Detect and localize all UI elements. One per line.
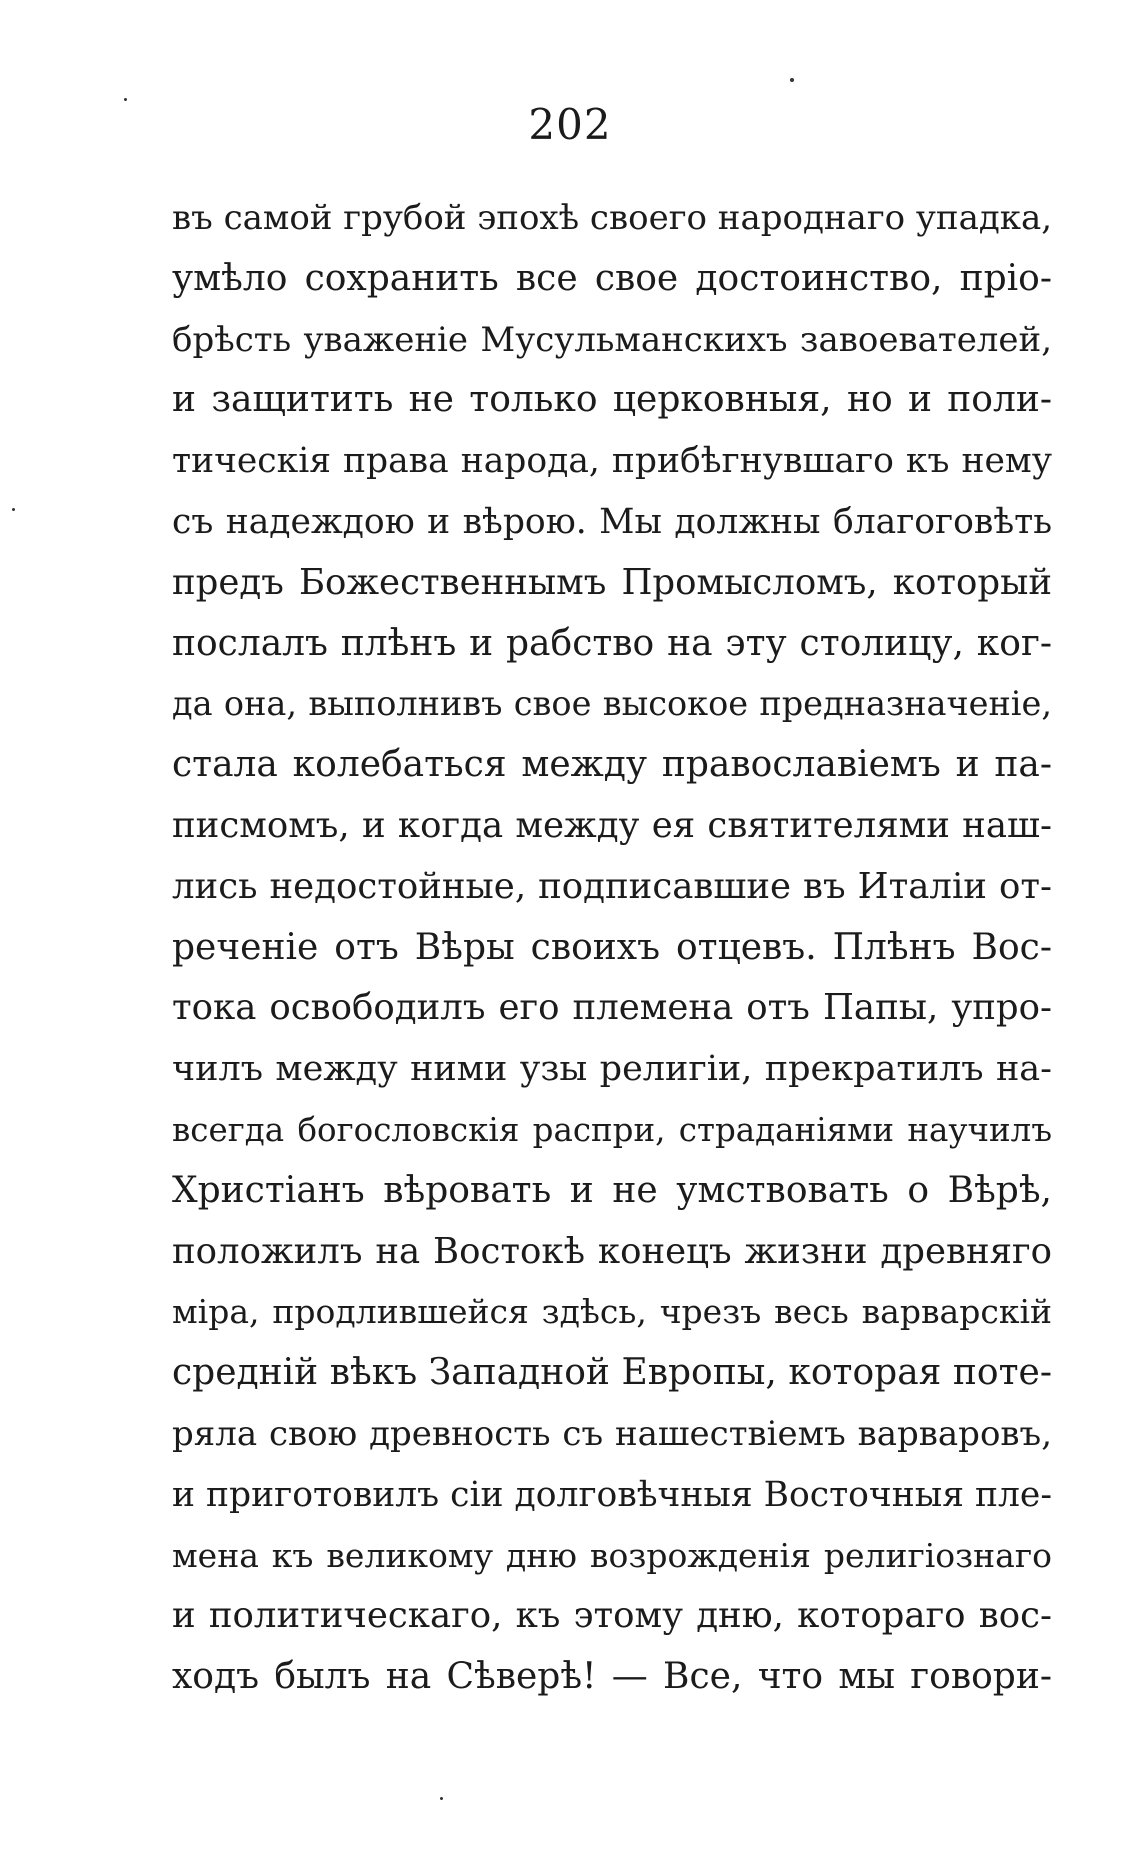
text-line: реченiе отъ Вѣры своихъ отцевъ. Плѣнъ Вос- [172, 926, 1052, 968]
text-line: умѣло сохранить все свое достоинство, прiо- [172, 257, 1052, 299]
text-line: съ надеждою и вѣрою. Мы должны благоговѣть [172, 501, 1052, 542]
text-line: тическiя права народа, прибѣгнувшаго къ нему [172, 441, 1052, 482]
text-line: мена къ великому дню возрожденiя религiознаго [172, 1535, 1052, 1575]
text-line: среднiй вѣкъ Западной Европы, которая поте- [172, 1352, 1052, 1394]
text-line: и политическаго, къ этому дню, котораго вос- [172, 1595, 1052, 1637]
text-line: тока освободилъ его племена отъ Папы, упро- [172, 987, 1052, 1029]
text-line: Христiанъ вѣровать и не умствовать о Вѣрѣ, [172, 1169, 1052, 1211]
text-line: писмомъ, и когда между ея святителями наш- [172, 804, 1052, 846]
text-line: стала колебаться между православiемъ и па- [172, 744, 1052, 786]
text-line: ряла свою древность съ нашествiемъ варваровъ, [172, 1413, 1052, 1454]
text-line: чилъ между ними узы религiи, прекратилъ на- [172, 1049, 1052, 1090]
print-speck [440, 1797, 443, 1800]
text-line: брѣсть уваженiе Мусульманскихъ завоевателей, [172, 319, 1052, 360]
text-line: да она, выполнивъ свое высокое предназначенiе, [172, 684, 1052, 724]
text-line: въ самой грубой эпохѣ своего народнаго упадка, [172, 198, 1053, 238]
text-line: предъ Божественнымъ Промысломъ, который [172, 561, 1052, 603]
text-line: лись недостойные, подписавшие въ Италiи от- [172, 865, 1052, 907]
print-speck [124, 98, 127, 101]
text-line: всегда богословскiя распри, страданiями научилъ [172, 1110, 1052, 1149]
text-line: и защитить не только церковныя, но и поли- [172, 379, 1052, 421]
body-text [172, 188, 1052, 1708]
print-speck [12, 508, 15, 511]
text-line: ходъ былъ на Сѣверѣ! — Все, что мы говори- [172, 1656, 1052, 1698]
print-speck [790, 78, 794, 82]
text-line: положилъ на Востокѣ конецъ жизни древняго [172, 1230, 1052, 1272]
text-line: мiра, продлившейся здѣсь, чрезъ весь варварскiй [172, 1292, 1052, 1332]
text-line: послалъ плѣнъ и рабство на эту столицу, ког- [172, 622, 1052, 664]
text-line: и приготовилъ сiи долговѣчныя Восточныя пле- [172, 1474, 1052, 1515]
page-number: 202 [528, 100, 612, 149]
